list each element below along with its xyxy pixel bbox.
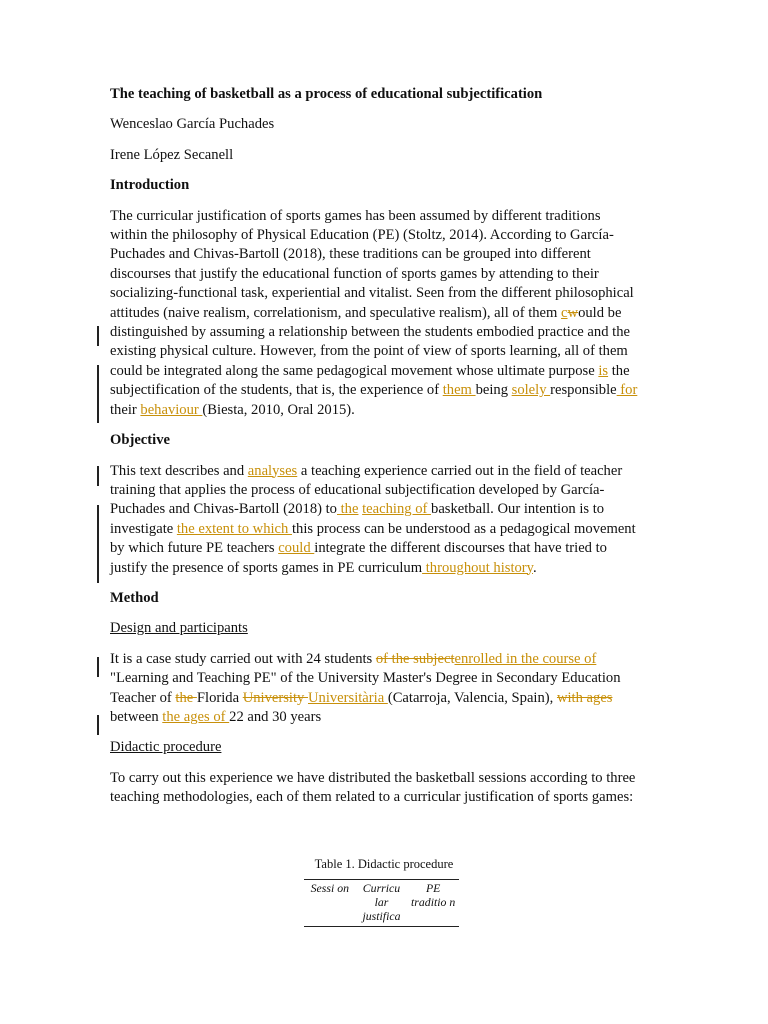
- didactic-paragraph: To carry out this experience we have distributed the basketball sessions according to three teaching methodologies, each of them related to a curricular justification of sports games:: [110, 769, 636, 806]
- tracked-insertion: is: [598, 362, 609, 379]
- table-header-cell: Sessi on: [310, 881, 349, 895]
- tracked-deletion: of the subject: [375, 650, 455, 667]
- tracked-insertion: c: [561, 304, 568, 321]
- table-header-cell: PE traditio n: [411, 881, 456, 909]
- introduction-paragraph: The curricular justification of sports games has been assumed by different traditions within the philosophy of Physical Education (PE) (Stoltz, 2014). According to García-Puchades and Chivas-Bartoll (2018), these traditions can be grouped into different discourses that justify the educational function of sports games by attending to their socializing-functional task, experiential and vitalist. Seen from the different philosophical attitudes (naive realism, correlationism, and speculative realism), all of them cwould be distinguished by assuming a relationship between the students embodied practice and the existing physical culture. However, from the point of view of sports learning, all of them could be integrated along the same pedagogical movement whose ultimate purpose is the subjectification of the students, that is, the experience of them being solely responsible for their behaviour (Biesta, 2010, Oral 2015).: [110, 207, 638, 418]
- change-bar: [97, 657, 99, 677]
- tracked-insertion: the ages of: [162, 708, 230, 725]
- tracked-insertion: enrolled in the course of: [454, 650, 597, 667]
- table-caption: Table 1. Didactic procedure: [314, 857, 454, 871]
- author-name: Irene López Secanell: [110, 146, 234, 163]
- table-header-row: [304, 880, 459, 927]
- tracked-insertion: throughout history: [422, 559, 534, 576]
- didactic-table: [304, 856, 464, 927]
- tracked-insertion: analyses: [247, 462, 298, 479]
- tracked-deletion: University: [242, 689, 308, 706]
- tracked-insertion: could: [278, 540, 315, 557]
- change-bar: [97, 365, 99, 423]
- design-paragraph: It is a case study carried out with 24 students of the subjectenrolled in the course of "Learning and Teaching PE" of the University Master's Degree in Secondary Education Teacher of the Florida University Universitària (Catarroja, Valencia, Spain), with ages between the ages of 22 and 30 years: [110, 650, 621, 725]
- change-bar: [97, 326, 99, 346]
- tracked-insertion: solely: [511, 382, 551, 399]
- change-bar: [97, 466, 99, 486]
- author-name: Wenceslao García Puchades: [110, 116, 275, 133]
- table-header-cell: Curricu lar justifica: [362, 881, 401, 923]
- section-heading-introduction: Introduction: [110, 177, 190, 194]
- table: [304, 879, 459, 927]
- tracked-insertion: behaviour: [140, 401, 203, 418]
- section-heading-method: Method: [110, 589, 159, 606]
- tracked-insertion: the: [336, 501, 359, 518]
- tracked-insertion: teaching of: [362, 501, 432, 518]
- change-bar: [97, 715, 99, 735]
- document-title: The teaching of basketball as a process of educational subjectification: [110, 86, 543, 102]
- tracked-insertion: them: [442, 382, 476, 399]
- tracked-insertion: Universitària: [307, 689, 388, 706]
- tracked-insertion: for: [616, 382, 638, 399]
- objective-paragraph: This text describes and analyses a teaching experience carried out in the field of teacher training that applies the process of educational subjectification developed by García-Puchades and Chivas-Bartoll (2018) to the teaching of basketball. Our intention is to investigate the extent to which this process can be understood as a pedagogical movement by which future PE teachers could integrate the different discourses that have tried to justify the presence of sports games in PE curriculum throughout history.: [110, 462, 636, 576]
- tracked-insertion: the extent to which: [176, 520, 292, 537]
- change-bar: [97, 505, 99, 583]
- tracked-deletion: the: [175, 689, 197, 706]
- subsection-heading-didactic: Didactic procedure: [110, 739, 222, 756]
- document-body: [110, 80, 640, 808]
- tracked-deletion: with ages: [556, 689, 613, 706]
- section-heading-objective: Objective: [110, 432, 170, 449]
- subsection-heading-design: Design and participants: [110, 620, 248, 637]
- tracked-deletion: w: [567, 304, 579, 321]
